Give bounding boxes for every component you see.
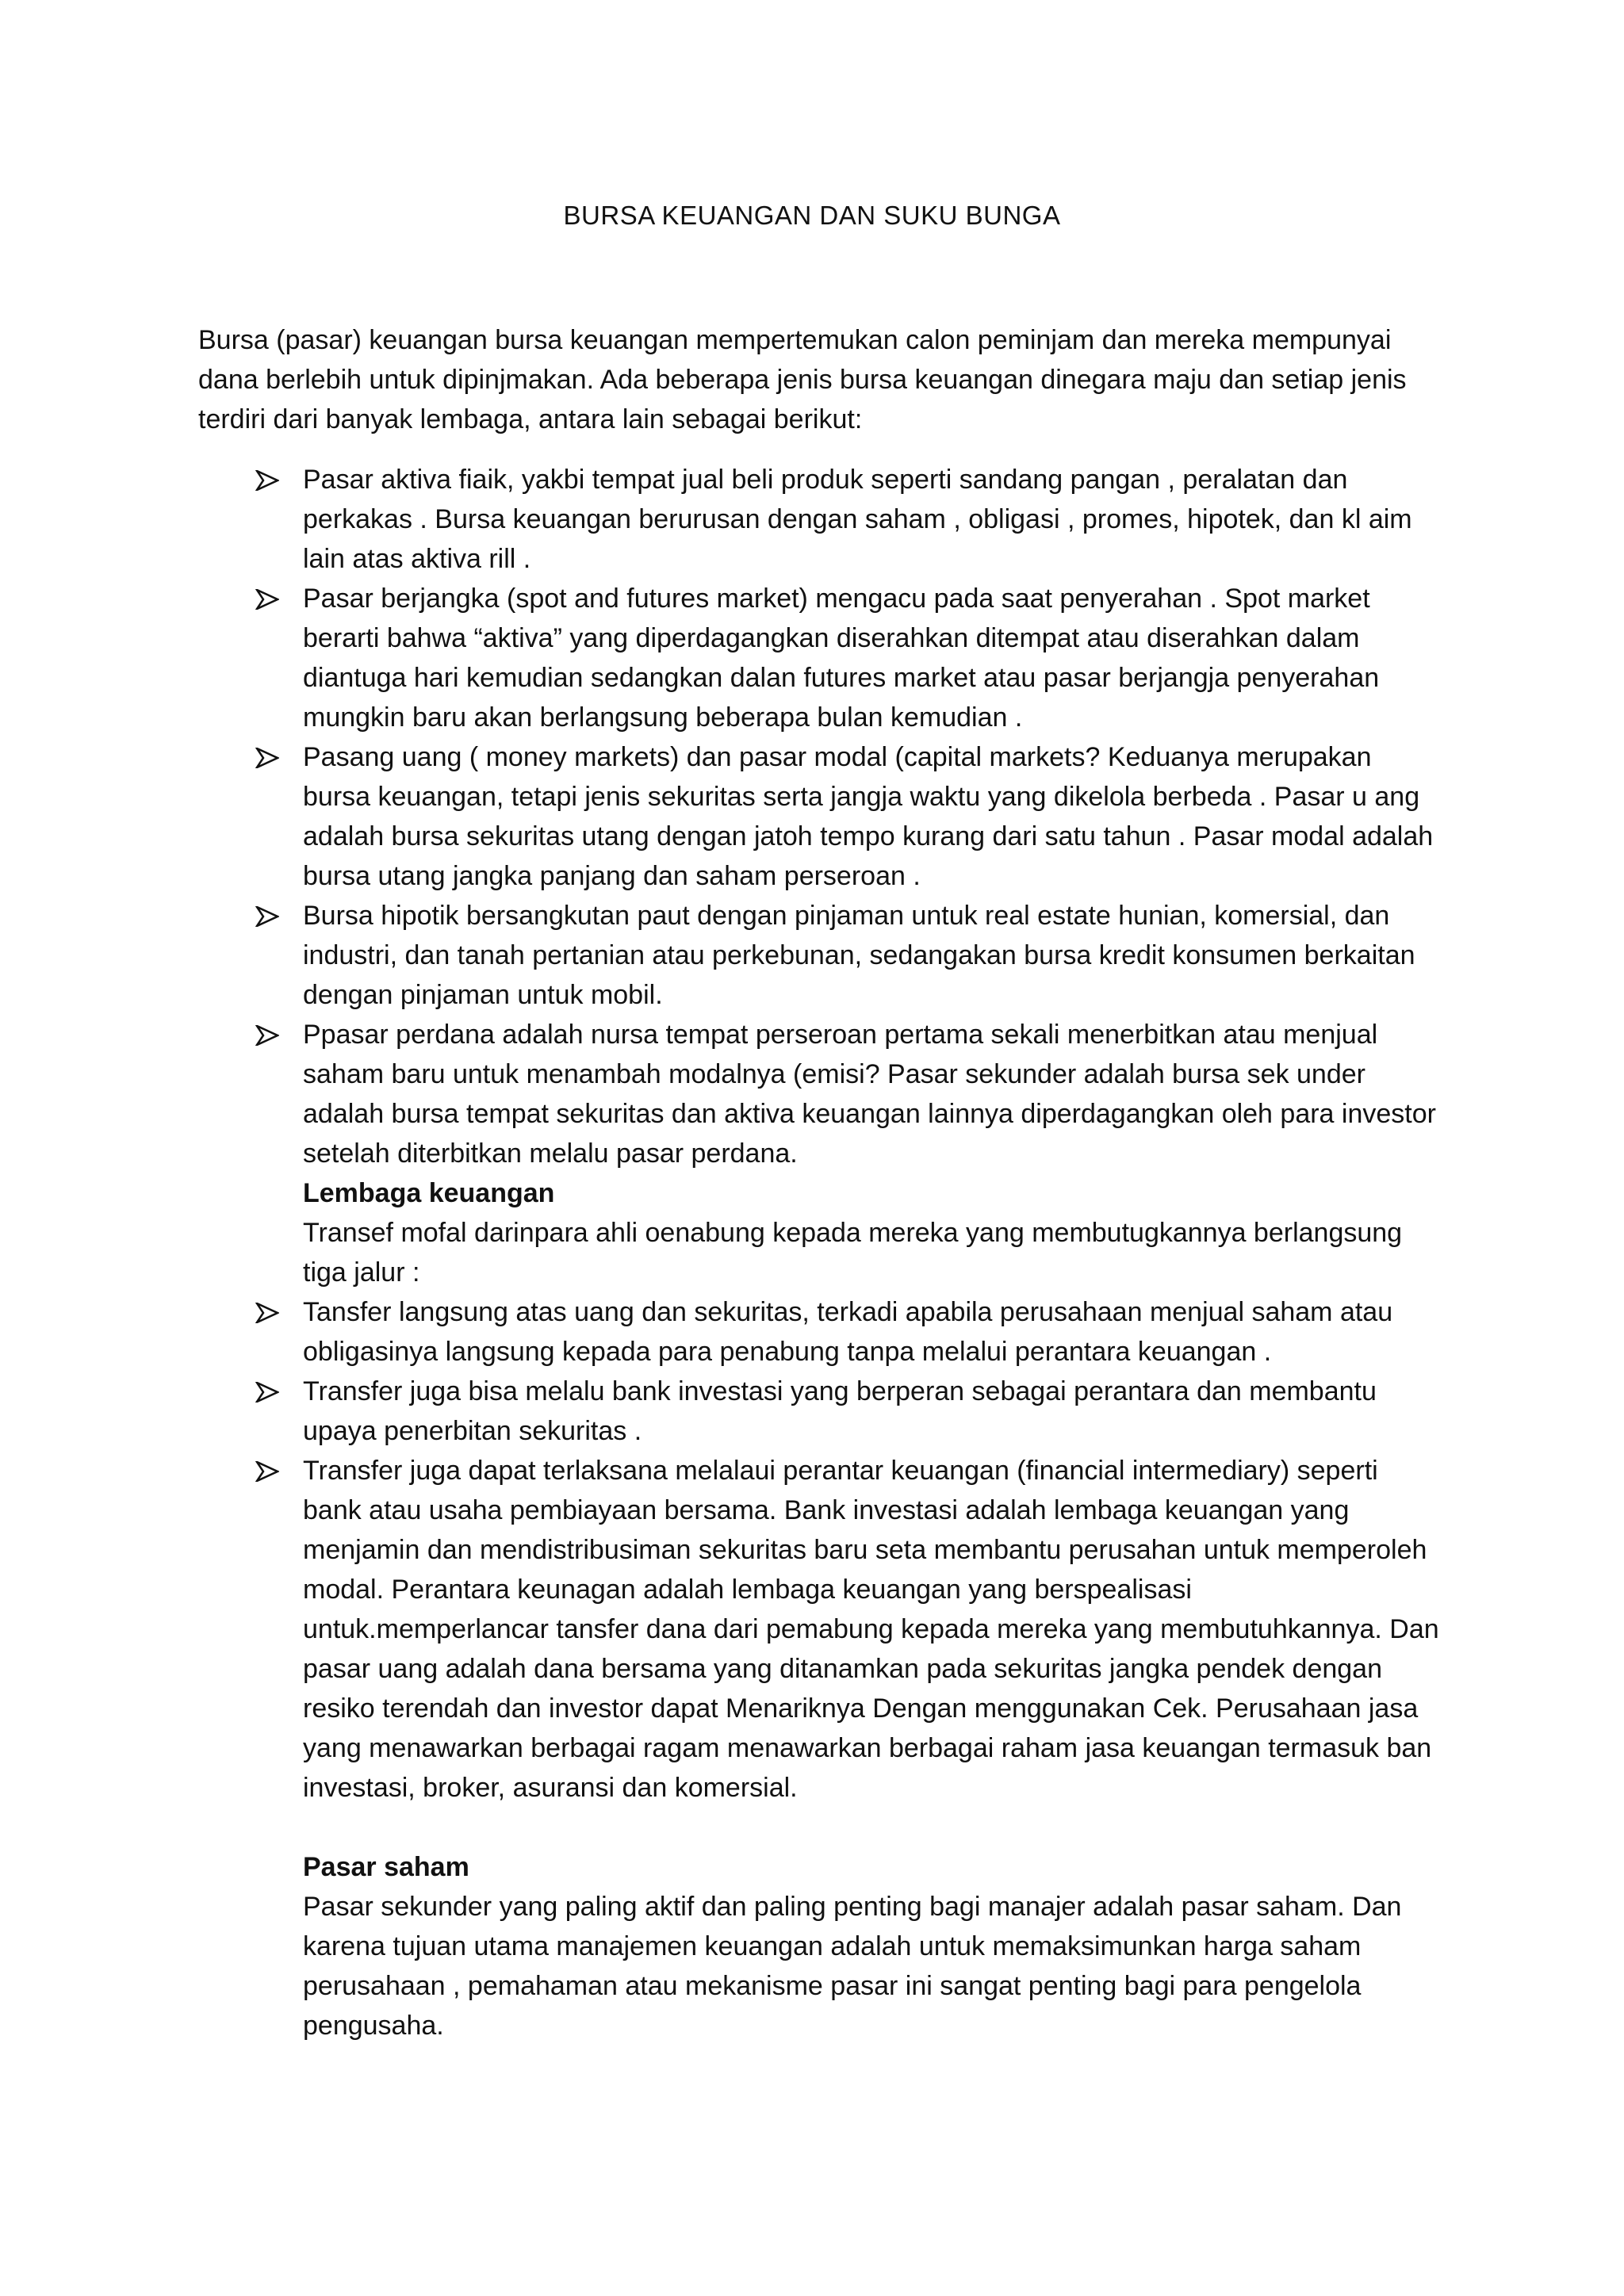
list-item — [198, 1451, 1443, 1808]
list-item — [198, 1292, 1443, 1372]
section-heading-saham: Pasar saham — [303, 1852, 469, 1882]
list-item-text: Bursa hipotik bersangkutan paut dengan pinjaman untuk real estate hunian, komersial, dan industri, dan tanah pertanian atau perkebunan, sedangakan bursa kredit konsumen berkaitan dengan pinjaman untuk mobil. — [303, 901, 1415, 1010]
list-item-text: Pasar berjangka (spot and futures market) mengacu pada saat penyerahan . Spot market berarti bahwa “aktiva” yang diperdagangkan diserahkan ditempat atau diserahkan dalam diantuga hari kemudian sedangkan dalan futures market atau pasar berjangja penyerahan mungkin baru akan berlangsung beberapa bulan kemudian . — [303, 584, 1380, 733]
content-list — [198, 460, 1443, 2045]
arrowhead-bullet-icon — [255, 1372, 287, 1411]
arrowhead-bullet-icon — [255, 579, 287, 618]
list-item-text: Ppasar perdana adalah nursa tempat perseroan pertama sekali menerbitkan atau menjual saham baru untuk menambah modalnya (emisi? Pasar sekunder adalah bursa sek under adalah bursa tempat sekuritas dan aktiva keuangan lainnya diperdagangkan oleh para investor setelah diterbitkan melalu pasar perdana. — [303, 1020, 1436, 1169]
list-item — [198, 460, 1443, 579]
arrowhead-bullet-icon — [255, 1292, 287, 1332]
arrowhead-bullet-icon — [255, 1015, 287, 1054]
arrowhead-bullet-icon — [255, 460, 287, 499]
section-text-saham: Pasar sekunder yang paling aktif dan paling penting bagi manajer adalah pasar saham. Dan karena tujuan utama manajemen keuangan adalah untuk memaksimunkan harga saham perusahaan , pemahaman atau mekanisme pasar ini sangat penting bagi para pengelola pengusaha. — [303, 1892, 1402, 2041]
list-item — [198, 1372, 1443, 1451]
list-item-text: Transfer juga bisa melalu bank investasi yang berperan sebagai perantara dan membantu upaya penerbitan sekuritas . — [303, 1376, 1377, 1446]
document-title: BURSA KEUANGAN DAN SUKU BUNGA — [563, 201, 1061, 230]
intro-paragraph: Bursa (pasar) keuangan bursa keuangan mempertemukan calon peminjam dan mereka mempunyai dana berlebih untuk dipinjmakan. Ada beberapa jenis bursa keuangan dinegara maju dan setiap jenis terdiri dari banyak lembaga, antara lain sebagai berikut: — [198, 325, 1407, 434]
arrowhead-bullet-icon — [255, 896, 287, 936]
list-item-text: Tansfer langsung atas uang dan sekuritas, terkadi apabila perusahaan menjual saham atau obligasinya langsung kepada para penabung tanpa melalui perantara keuangan . — [303, 1297, 1393, 1367]
list-item-text: Pasang uang ( money markets) dan pasar modal (capital markets? Keduanya merupakan bursa keuangan, tetapi jenis sekuritas serta jangja waktu yang dikelola berbeda . Pasar u ang adalah bursa sekuritas utang dengan jatoh tempo kurang dari satu tahun . Pasar modal adalah bursa utang jangka panjang dan saham perseroan . — [303, 742, 1434, 891]
list-item — [198, 737, 1443, 896]
section-spacer — [198, 1808, 1443, 1847]
arrowhead-bullet-icon — [255, 737, 287, 777]
list-item-text: Transfer juga dapat terlaksana melalaui perantar keuangan (financial intermediary) seperti bank atau usaha pembiayaan bersama. Bank investasi adalah lembaga keuangan yang menjamin dan mendistribusiman sekuritas baru seta membantu perusahan untuk memperoleh modal. Perantara keunagan adalah lembaga keuangan yang berspealisasi untuk.memperlancar tansfer dana dari pemabung kepada mereka yang membutuhkannya. Dan pasar uang adalah dana bersama yang ditanamkan pada sekuritas jangka pendek dengan resiko terendah dan investor dapat Menariknya Dengan menggunakan Cek. Perusahaan jasa yang menawarkan berbagai ragam menawarkan berbagai raham jasa keuangan termasuk ban investasi, broker, asuransi dan komersial. — [303, 1456, 1439, 1803]
list-item-text: Pasar aktiva fiaik, yakbi tempat jual beli produk seperti sandang pangan , peralatan dan perkakas . Bursa keuangan berurusan dengan saham , obligasi , promes, hipotek, dan kl aim lain atas aktiva rill . — [303, 465, 1412, 574]
list-item — [198, 1015, 1443, 1173]
list-item — [198, 579, 1443, 737]
section-text-lembaga: Transef mofal darinpara ahli oenabung kepada mereka yang membutugkannya berlangsung tiga jalur : — [303, 1218, 1403, 1288]
list-item — [198, 896, 1443, 1015]
section-heading-lembaga: Lembaga keuangan — [303, 1178, 555, 1208]
arrowhead-bullet-icon — [255, 1451, 287, 1490]
